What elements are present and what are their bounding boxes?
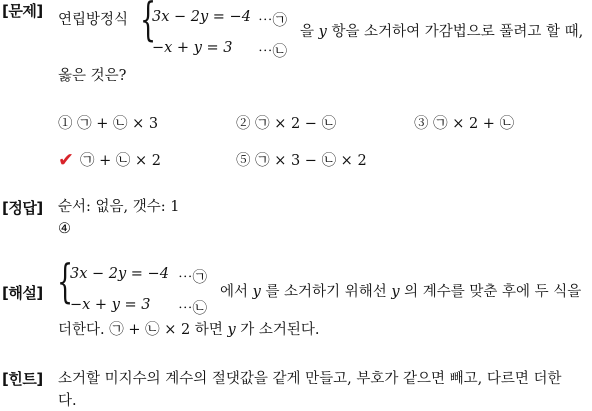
choice-3-text: ㉠ × 2 + ㉡: [433, 116, 515, 132]
explanation-tag: [해설]: [2, 284, 43, 302]
choice-2-text: ㉠ × 2 − ㉡: [255, 116, 337, 132]
problem-var-y: y: [318, 24, 327, 40]
explanation-line2: [58, 320, 320, 340]
choice-5-number: ⑤: [236, 153, 251, 169]
answer-line1: 순서: 없음, 갯수: 1: [58, 199, 180, 215]
explanation-brace: {: [57, 254, 74, 308]
problem-brace: {: [140, 0, 157, 46]
explanation-eq2-ref: ⋯㉡: [178, 301, 207, 317]
problem-eq2: −x + y = 3: [152, 40, 233, 56]
choice-1-text: ㉠ + ㉡ × 3: [77, 116, 159, 132]
choice-5[interactable]: [236, 151, 367, 171]
answer-tag: [정답]: [2, 199, 43, 217]
explanation-sentence: [220, 282, 581, 302]
choice-4[interactable]: [80, 151, 161, 171]
choice-1-number: ①: [58, 116, 73, 132]
explanation-var-y: y: [252, 284, 261, 300]
choice-3-number: ③: [414, 116, 429, 132]
choice-4-text: ㉠ + ㉡ × 2: [80, 153, 161, 169]
explanation-eq1-ref: ⋯㉠: [178, 270, 207, 286]
explanation-eq1: 3x − 2y = −4: [70, 266, 169, 282]
hint-line1: 소거할 미지수의 계수의 절댓값을 같게 만들고, 부호가 같으면 빼고, 다르면 더한: [58, 371, 562, 387]
choice-3[interactable]: [414, 114, 514, 134]
checkmark-icon: ✔: [58, 149, 74, 171]
problem-eq1-ref: ⋯㉠: [258, 13, 287, 29]
explanation-line2-a: 더한다. ㉠ + ㉡ × 2 하면: [58, 322, 223, 338]
choice-1[interactable]: [58, 114, 158, 134]
explanation-var-y2: y: [391, 284, 400, 300]
problem-intro: 연립방정식: [58, 12, 129, 28]
problem-eq1: 3x − 2y = −4: [152, 9, 251, 25]
problem-eq2-ref: ⋯㉡: [258, 44, 287, 60]
explanation-sentence-a: 에서: [220, 284, 249, 300]
choice-2-number: ②: [236, 116, 251, 132]
explanation-sentence-b: 를 소거하기 위해선: [265, 284, 387, 300]
explanation-sentence-c: 의 계수를 맞춘 후에 두 식을: [404, 284, 582, 300]
answer-line2: ④: [58, 221, 71, 237]
choice-5-text: ㉠ × 3 − ㉡ × 2: [255, 153, 367, 169]
explanation-line2-var: y: [227, 322, 236, 338]
problem-sentence: [300, 22, 583, 42]
hint-line2: 다.: [58, 393, 77, 409]
problem-question: 옳은 것은?: [58, 68, 127, 84]
problem-sentence-a: 을: [300, 24, 315, 40]
choice-2[interactable]: [236, 114, 336, 134]
hint-tag: [힌트]: [2, 370, 43, 388]
explanation-eq2: −x + y = 3: [70, 297, 151, 313]
problem-tag: [문제]: [2, 2, 43, 20]
problem-sentence-b: 항을 소거하여 가감법으로 풀려고 할 때,: [331, 24, 584, 40]
explanation-line2-b: 가 소거된다.: [240, 322, 320, 338]
